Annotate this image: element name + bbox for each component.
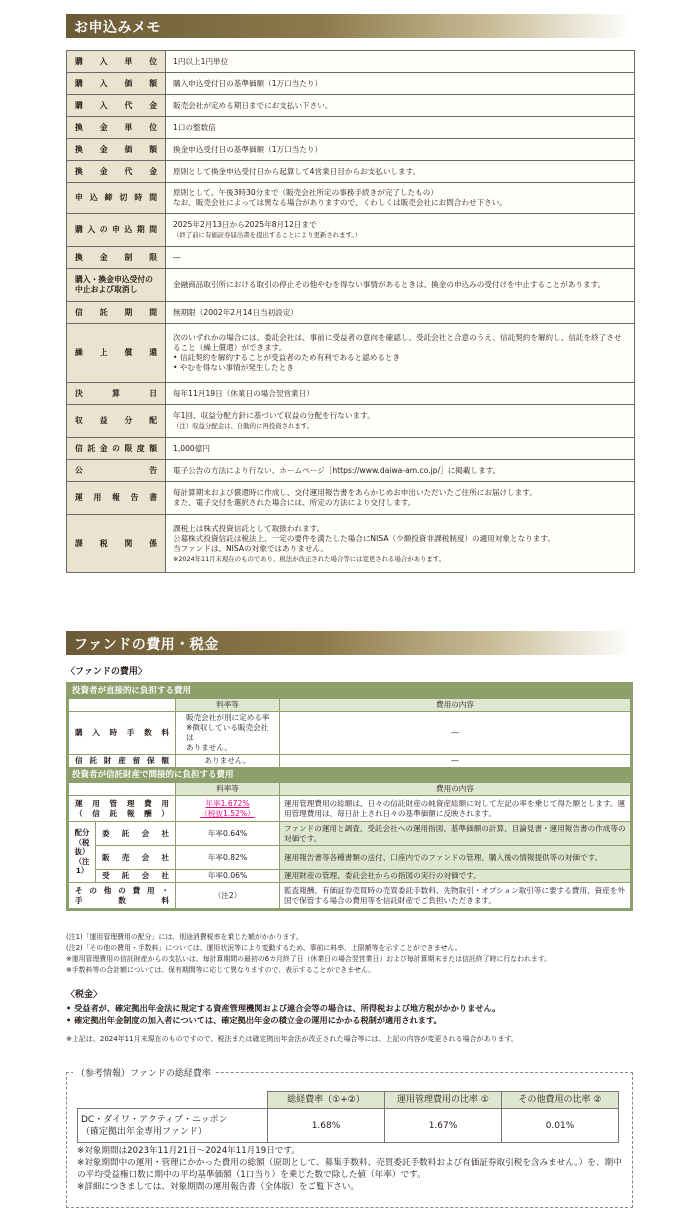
indirect-fee-caption: 投資者が信託財産で間接的に負担する費用 [72, 770, 234, 780]
memo-value-line: 毎計算期末および償還時に作成し、交付運用報告書をあらかじめお申出いただいたご住所にお届けします。 [173, 488, 537, 497]
expense-header-other: その他費用の比率 ② [502, 1092, 619, 1109]
fee-table-box [66, 682, 633, 911]
expense-mgmt-value: 1.67% [385, 1109, 502, 1143]
memo-label: 申込締切時間 [67, 183, 166, 214]
memo-value-note: （終了前に有価証券届出書を提出することにより更新されます。） [173, 231, 362, 239]
mgmt-fee-label-line: （信託報酬） [75, 808, 169, 818]
trust-reserve-row [69, 755, 631, 768]
memo-row [67, 302, 635, 324]
memo-label: 購入単位 [67, 51, 166, 73]
memo-row [67, 324, 635, 383]
mgmt-fee-rate [176, 796, 280, 822]
alloc-content: ファンドの運用と調査、受託会社への運用指図、基準価額の計算、目論見書・運用報告書の作成等の対価です。 [280, 822, 631, 846]
memo-value: 購入申込受付日の基準価額（1万口当たり） [166, 73, 635, 95]
memo-value: 換金申込受付日の基準価額（1万口当たり） [166, 139, 635, 161]
alloc-content: 運用報告書等各種書類の送付、口座内でのファンドの管理、購入後の情報提供等の対価です。 [280, 846, 631, 870]
expense-total-value: 1.68% [268, 1109, 385, 1143]
fee-note: ※運用管理費用の信託財産からの支払いは、毎計算期間の最初の6カ月終了日（休業日の場合翌営業日）および毎計算期末または信託終了時に行なわれます。 [66, 955, 552, 963]
expense-header-total: 総経費率（①+②） [268, 1092, 385, 1109]
other-fee-row [69, 883, 631, 909]
memo-label: 購入価額 [67, 73, 166, 95]
fee-header-content: 費用の内容 [280, 699, 631, 712]
mgmt-fee-content: 運用管理費用の総額は、日々の信託財産の純資産総額に対して左記の率を乗じて得た額とします。運用管理費用は、毎日計上され日々の基準価額に反映されます。 [280, 796, 631, 822]
memo-label: 決算日 [67, 383, 166, 405]
memo-value [166, 405, 635, 438]
reference-notes [77, 1145, 627, 1193]
trust-reserve-rate: ありません。 [176, 755, 280, 768]
memo-row [67, 51, 635, 73]
mgmt-fee-label-line: 運用管理費用 [75, 798, 169, 808]
expense-ratio-table [77, 1091, 619, 1143]
alloc-content: 運用財産の管理、委託会社からの指図の実行の対価です。 [280, 870, 631, 883]
fee-note: (注1)「運用管理費用の配分」には、別途消費税率を乗じた額がかかります。 [66, 933, 303, 941]
memo-value-bullet: • 信託契約を解約することが受益者のため有利であると認めるとき [173, 353, 401, 362]
memo-value: 原則として換金申込受付日から起算して4営業日目からお支払いします。 [166, 161, 635, 183]
memo-label: 換金価額 [67, 139, 166, 161]
direct-fee-table [68, 698, 631, 768]
purchase-fee-rate-line: 販売会社が別に定める率 [186, 713, 270, 722]
purchase-fee-row [69, 712, 631, 755]
memo-value-line: また、電子交付を選択された場合には、所定の方法により交付します。 [173, 498, 416, 507]
memo-label: 課税関係 [67, 515, 166, 573]
memo-value: 販売会社が定める期日までにお支払い下さい。 [166, 95, 635, 117]
fee-header-content: 費用の内容 [280, 783, 631, 796]
alloc-party: 受託会社 [96, 870, 176, 883]
memo-value [166, 515, 635, 573]
memo-row [67, 482, 635, 515]
memo-row [67, 161, 635, 183]
memo-value-line: 原則として、午後3時30分まで（販売会社所定の事務手続きが完了したもの） [173, 188, 438, 197]
memo-title: お申込みメモ [74, 20, 161, 36]
memo-value-bullet: • やむを得ない事情が発生したとき [173, 363, 294, 372]
other-fee-label-line: その他の費用・ [75, 885, 169, 895]
memo-label: 運用報告書 [67, 482, 166, 515]
memo-value: 無期限（2002年2月14日当初設定） [166, 302, 635, 324]
expense-header-row [78, 1092, 619, 1109]
reference-title: （参考情報）ファンドの総経費率 [73, 1066, 214, 1079]
memo-row [67, 117, 635, 139]
memo-value [166, 214, 635, 247]
memo-value: 1円以上1円単位 [166, 51, 635, 73]
fee-note: ※手数料等の合計額については、保有期間等に応じて異なりますので、表示することができません。 [66, 966, 376, 974]
memo-section-header [66, 14, 633, 38]
memo-value-line: 課税上は株式投資信託として取扱われます。 [173, 523, 325, 533]
fees-section-header [66, 631, 633, 655]
memo-row [67, 247, 635, 269]
trust-reserve-label: 信託財産留保額 [69, 755, 176, 768]
expense-other-value: 0.01% [502, 1109, 619, 1143]
tax-title: 〈税金〉 [66, 990, 103, 1000]
expense-row [78, 1109, 619, 1143]
memo-label: 信託金の限度額 [67, 438, 166, 460]
memo-row [67, 73, 635, 95]
memo-label: 購入代金 [67, 95, 166, 117]
memo-label: 信託期間 [67, 302, 166, 324]
reference-note: ※詳細につきましては、対象期間の運用報告書（全体版）をご覧下さい。 [77, 1182, 360, 1192]
alloc-rate: 年率0.64% [176, 822, 280, 846]
mgmt-fee-row [69, 796, 631, 822]
memo-value: 毎年11月19日（休業日の場合翌営業日） [166, 383, 635, 405]
alloc-row [69, 846, 631, 870]
memo-value-line: なお、販売会社によっては異なる場合がありますので、くわしくは販売会社にお問合わせ下さい。 [173, 198, 507, 207]
memo-table [66, 50, 635, 573]
expense-header-mgmt: 運用管理費用の比率 ① [385, 1092, 502, 1109]
alloc-row [69, 822, 631, 846]
memo-row [67, 405, 635, 438]
purchase-fee-content: ― [280, 712, 631, 755]
direct-fee-caption: 投資者が直接的に負担する費用 [72, 686, 192, 696]
expense-fund-name-line: （確定拠出年金専用ファンド） [81, 1126, 207, 1137]
fee-header-rate: 料率等 [176, 783, 280, 796]
purchase-fee-rate-line: ありません。 [186, 743, 233, 752]
alloc-label-line: （注1） [74, 856, 90, 876]
memo-label: 換金制限 [67, 247, 166, 269]
purchase-fee-rate [176, 712, 280, 755]
tax-note: ※上記は、2024年11月末現在のものですので、税法または確定拠出年金法が改正された場合等には、上記の内容が変更される場合があります。 [66, 1035, 518, 1043]
memo-value: ― [166, 247, 635, 269]
memo-label: 公告 [67, 460, 166, 482]
alloc-row [69, 870, 631, 883]
memo-value: 1口の整数倍 [166, 117, 635, 139]
indirect-fee-table [68, 782, 631, 909]
memo-value [166, 183, 635, 214]
fee-notes [66, 932, 666, 976]
memo-value-line: 公募株式投資信託は税法上、一定の要件を満たした場合にNISA（少額投資非課税制度）の適用対象となります。 [173, 533, 555, 543]
reference-note: ※対象期間は2023年11月21日～2024年11月19日です。 [77, 1146, 300, 1156]
expense-header-blank [78, 1092, 268, 1109]
fee-header-blank [69, 783, 176, 796]
memo-row [67, 183, 635, 214]
fee-header-row [69, 783, 631, 796]
tax-bullets [66, 1002, 666, 1026]
memo-row [67, 139, 635, 161]
memo-row [67, 460, 635, 482]
alloc-label [69, 822, 96, 883]
fee-note: (注2)「その他の費用・手数料」については、運用状況等により変動するため、事前に料率、上限額等を示すことができません。 [66, 944, 462, 952]
memo-row [67, 269, 635, 302]
other-fee-label-line: 手数料 [75, 895, 169, 905]
mgmt-fee-label [69, 796, 176, 822]
memo-value [166, 324, 635, 383]
memo-label: 換金単位 [67, 117, 166, 139]
memo-label: 購入・換金申込受付の中止および取消し [67, 269, 166, 302]
memo-value: 電子公告の方法により行ない、ホームページ［https://www.daiwa-am.co.jp/］に掲載します。 [166, 460, 635, 482]
reference-note: ※対象期間中の運用・管理にかかった費用の総額（原則として、募集手数料、売買委託手数料および有価証券取引税を含みません。）を、期中の平均受益権口数に期中の平均基準価額（1口当り）を乗じた数で除した値（年率）です。 [77, 1158, 622, 1180]
other-fee-label [69, 883, 176, 909]
memo-row [67, 383, 635, 405]
purchase-fee-label: 購入時手数料 [69, 712, 176, 755]
alloc-rate: 年率0.06% [176, 870, 280, 883]
other-fee-rate: （注2） [176, 883, 280, 909]
expense-fund-name-line: DC・ダイワ・アクティブ・ニッポン [81, 1114, 228, 1125]
mgmt-fee-rate-line: 年率1.672% [205, 798, 250, 808]
trust-reserve-content: ― [280, 755, 631, 768]
other-fee-content: 監査報酬、有価証券売買時の売買委託手数料、先物取引・オプション取引等に要する費用、資産を外国で保管する場合の費用等を信託財産でご負担いただきます。 [280, 883, 631, 909]
memo-value: 1,000億円 [166, 438, 635, 460]
fees-title: ファンドの費用・税金 [74, 637, 219, 653]
memo-row [67, 95, 635, 117]
memo-value-line: 当ファンドは、NISAの対象ではありません。 [173, 543, 329, 553]
memo-label: 収益分配 [67, 405, 166, 438]
memo-row [67, 214, 635, 247]
reference-box [66, 1069, 633, 1208]
fee-header-rate: 料率等 [176, 699, 280, 712]
memo-value-note: ※2024年11月末現在のものであり、税法が改正された場合等には変更される場合があります。 [173, 554, 446, 563]
fee-header-blank [69, 699, 176, 712]
memo-label: 換金代金 [67, 161, 166, 183]
purchase-fee-rate-line: ※徴収している販売会社は [186, 723, 269, 742]
memo-value-line: 2025年2月13日から2025年8月12日まで [173, 220, 317, 229]
memo-row [67, 438, 635, 460]
memo-label: 購入の申込期間 [67, 214, 166, 247]
memo-row [67, 515, 635, 573]
memo-value: 金融商品取引所における取引の停止その他やむを得ない事情があるときは、換金の申込みの受付けを中止することがあります。 [166, 269, 635, 302]
fee-header-row [69, 699, 631, 712]
expense-fund-name [78, 1109, 268, 1143]
memo-value [166, 482, 635, 515]
memo-value-line: 次のいずれかの場合には、委託会社は、事前に受益者の意向を確認し、受託会社と合意のうえ、信託契約を解約し、信託を終了させること（繰上償還）ができます。 [173, 333, 622, 352]
mgmt-fee-rate-line: （税抜1.52%） [200, 808, 255, 818]
alloc-party: 販売会社 [96, 846, 176, 870]
fees-subtitle: 〈ファンドの費用〉 [66, 667, 147, 677]
alloc-label-line: 配分 [74, 828, 90, 838]
tax-bullet: • 受益者が、確定拠出年金法に規定する資産管理機関および連合会等の場合は、所得税および地方税がかかりません。 [66, 1003, 501, 1013]
memo-value-note: （注）収益分配金は、自動的に再投資されます。 [173, 422, 314, 430]
tax-bullet: • 確定拠出年金制度の加入者については、確定拠出年金の積立金の運用にかかる税制が適用されます。 [66, 1015, 442, 1025]
memo-value-line: 年1回、収益分配方針に基づいて収益の分配を行ないます。 [173, 411, 375, 420]
alloc-rate: 年率0.82% [176, 846, 280, 870]
alloc-label-line: （税抜） [74, 837, 90, 857]
memo-label: 繰上償還 [67, 324, 166, 383]
alloc-party: 委託会社 [96, 822, 176, 846]
